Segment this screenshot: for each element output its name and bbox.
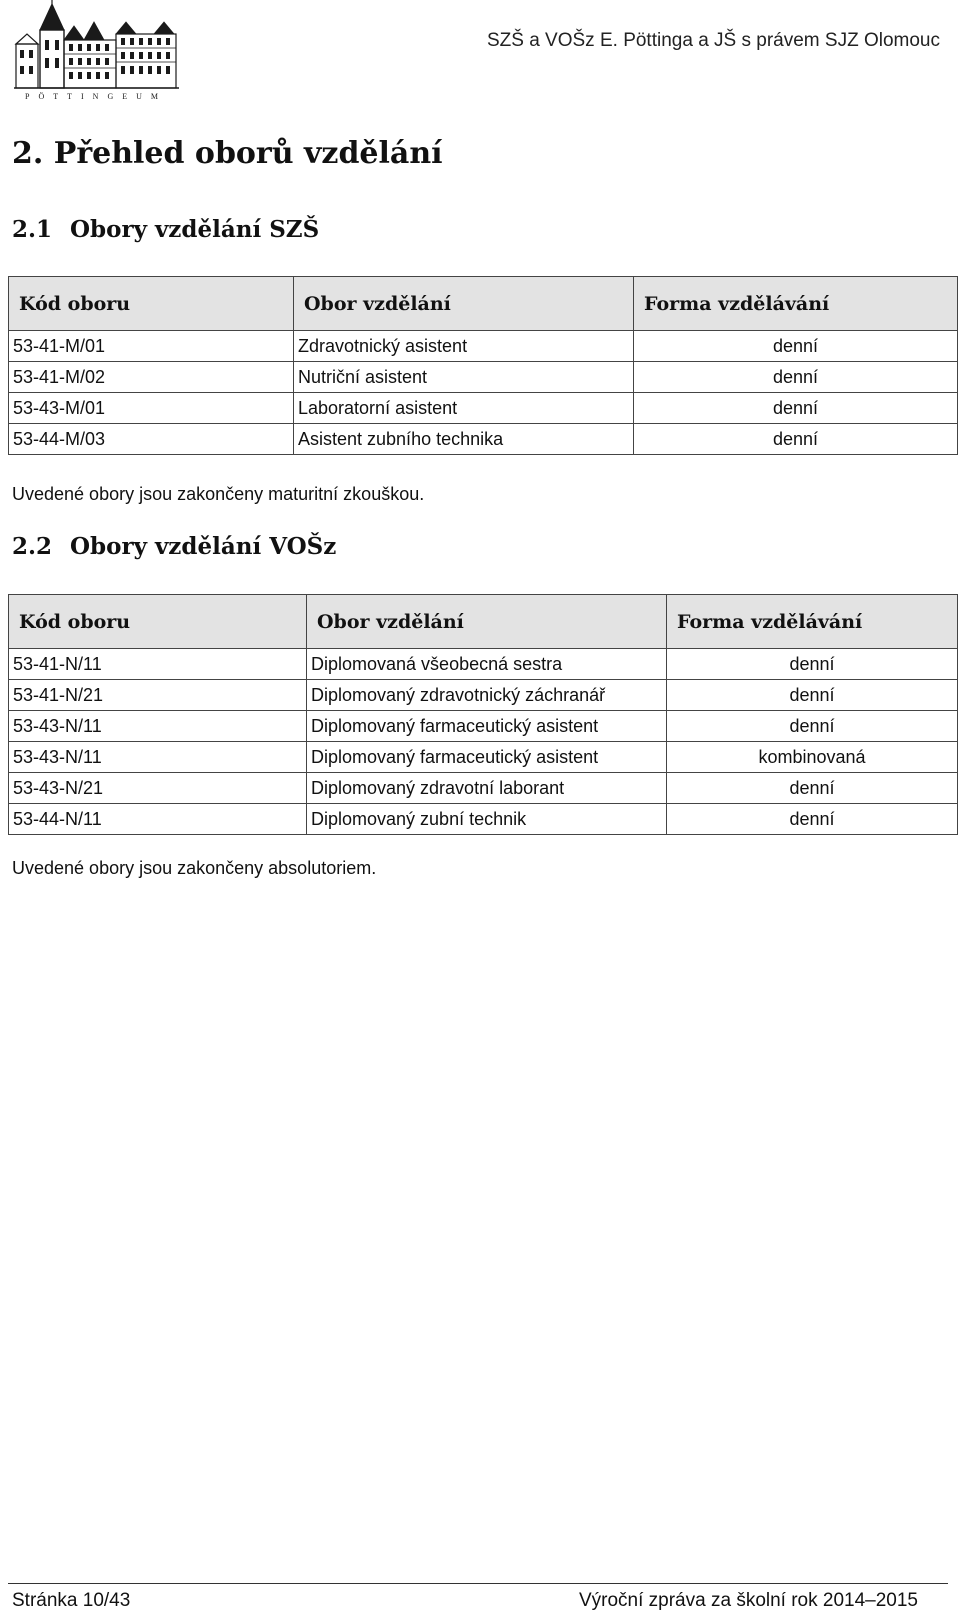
column-header-form: Forma vzdělávání xyxy=(634,277,958,331)
cell-field: Zdravotnický asistent xyxy=(294,331,634,362)
cell-form: denní xyxy=(634,393,958,424)
vosz-note: Uvedené obory jsou zakončeny absolutoriem. xyxy=(12,858,377,878)
cell-field: Diplomovaný zdravotnický záchranář xyxy=(307,680,667,711)
cell-field: Nutriční asistent xyxy=(294,362,634,393)
cell-form: denní xyxy=(667,711,958,742)
cell-code: 53-41-N/21 xyxy=(9,680,307,711)
footer-divider xyxy=(8,1583,948,1584)
section-heading-vosz xyxy=(12,533,336,560)
cell-form: denní xyxy=(634,331,958,362)
column-header-field: Obor vzdělání xyxy=(307,595,667,649)
cell-code: 53-43-M/01 xyxy=(9,393,294,424)
cell-field: Diplomovaná všeobecná sestra xyxy=(307,649,667,680)
table-row xyxy=(9,393,958,424)
cell-field: Diplomovaný zubní technik xyxy=(307,804,667,835)
cell-field: Diplomovaný zdravotní laborant xyxy=(307,773,667,804)
cell-form: denní xyxy=(667,649,958,680)
cell-field: Asistent zubního technika xyxy=(294,424,634,455)
cell-code: 53-44-M/03 xyxy=(9,424,294,455)
school-name: SZŠ a VOŠz E. Pöttinga a JŠ s právem SJZ Olomouc xyxy=(486,30,940,51)
table-row xyxy=(9,742,958,773)
column-header-code: Kód oboru xyxy=(9,277,294,331)
table-row xyxy=(9,331,958,362)
szs-fields-table xyxy=(8,276,958,455)
szs-note: Uvedené obory jsou zakončeny maturitní zkouškou. xyxy=(12,484,425,504)
cell-field: Diplomovaný farmaceutický asistent xyxy=(307,742,667,773)
section-heading-szs xyxy=(12,216,319,243)
cell-form: denní xyxy=(667,804,958,835)
table-header-row xyxy=(9,595,958,649)
column-header-code: Kód oboru xyxy=(9,595,307,649)
cell-field: Diplomovaný farmaceutický asistent xyxy=(307,711,667,742)
section-number: 2.1 xyxy=(12,216,53,243)
table-row xyxy=(9,711,958,742)
page-title: 2. Přehled oborů vzdělání xyxy=(12,136,443,171)
table-row xyxy=(9,804,958,835)
school-building-logo xyxy=(14,0,179,102)
table-row xyxy=(9,424,958,455)
table-row xyxy=(9,362,958,393)
table-row xyxy=(9,773,958,804)
page-number: Stránka 10/43 xyxy=(12,1590,131,1611)
table-header-row xyxy=(9,277,958,331)
report-title: Výroční zpráva za školní rok 2014–2015 xyxy=(578,1590,918,1611)
cell-code: 53-44-N/11 xyxy=(9,804,307,835)
cell-code: 53-41-N/11 xyxy=(9,649,307,680)
cell-form: denní xyxy=(667,680,958,711)
cell-code: 53-43-N/11 xyxy=(9,711,307,742)
cell-form: denní xyxy=(634,362,958,393)
column-header-form: Forma vzdělávání xyxy=(667,595,958,649)
cell-form: denní xyxy=(634,424,958,455)
column-header-field: Obor vzdělání xyxy=(294,277,634,331)
cell-code: 53-41-M/02 xyxy=(9,362,294,393)
cell-form: kombinovaná xyxy=(667,742,958,773)
section-title: Obory vzdělání SZŠ xyxy=(70,216,320,243)
logo-text: PÖTTINGEUM xyxy=(25,92,167,101)
section-number: 2.2 xyxy=(12,533,53,560)
cell-field: Laboratorní asistent xyxy=(294,393,634,424)
cell-code: 53-43-N/11 xyxy=(9,742,307,773)
section-title: Obory vzdělání VOŠz xyxy=(70,533,337,560)
table-row xyxy=(9,680,958,711)
cell-code: 53-43-N/21 xyxy=(9,773,307,804)
vosz-fields-table xyxy=(8,594,958,835)
table-row xyxy=(9,649,958,680)
cell-form: denní xyxy=(667,773,958,804)
cell-code: 53-41-M/01 xyxy=(9,331,294,362)
